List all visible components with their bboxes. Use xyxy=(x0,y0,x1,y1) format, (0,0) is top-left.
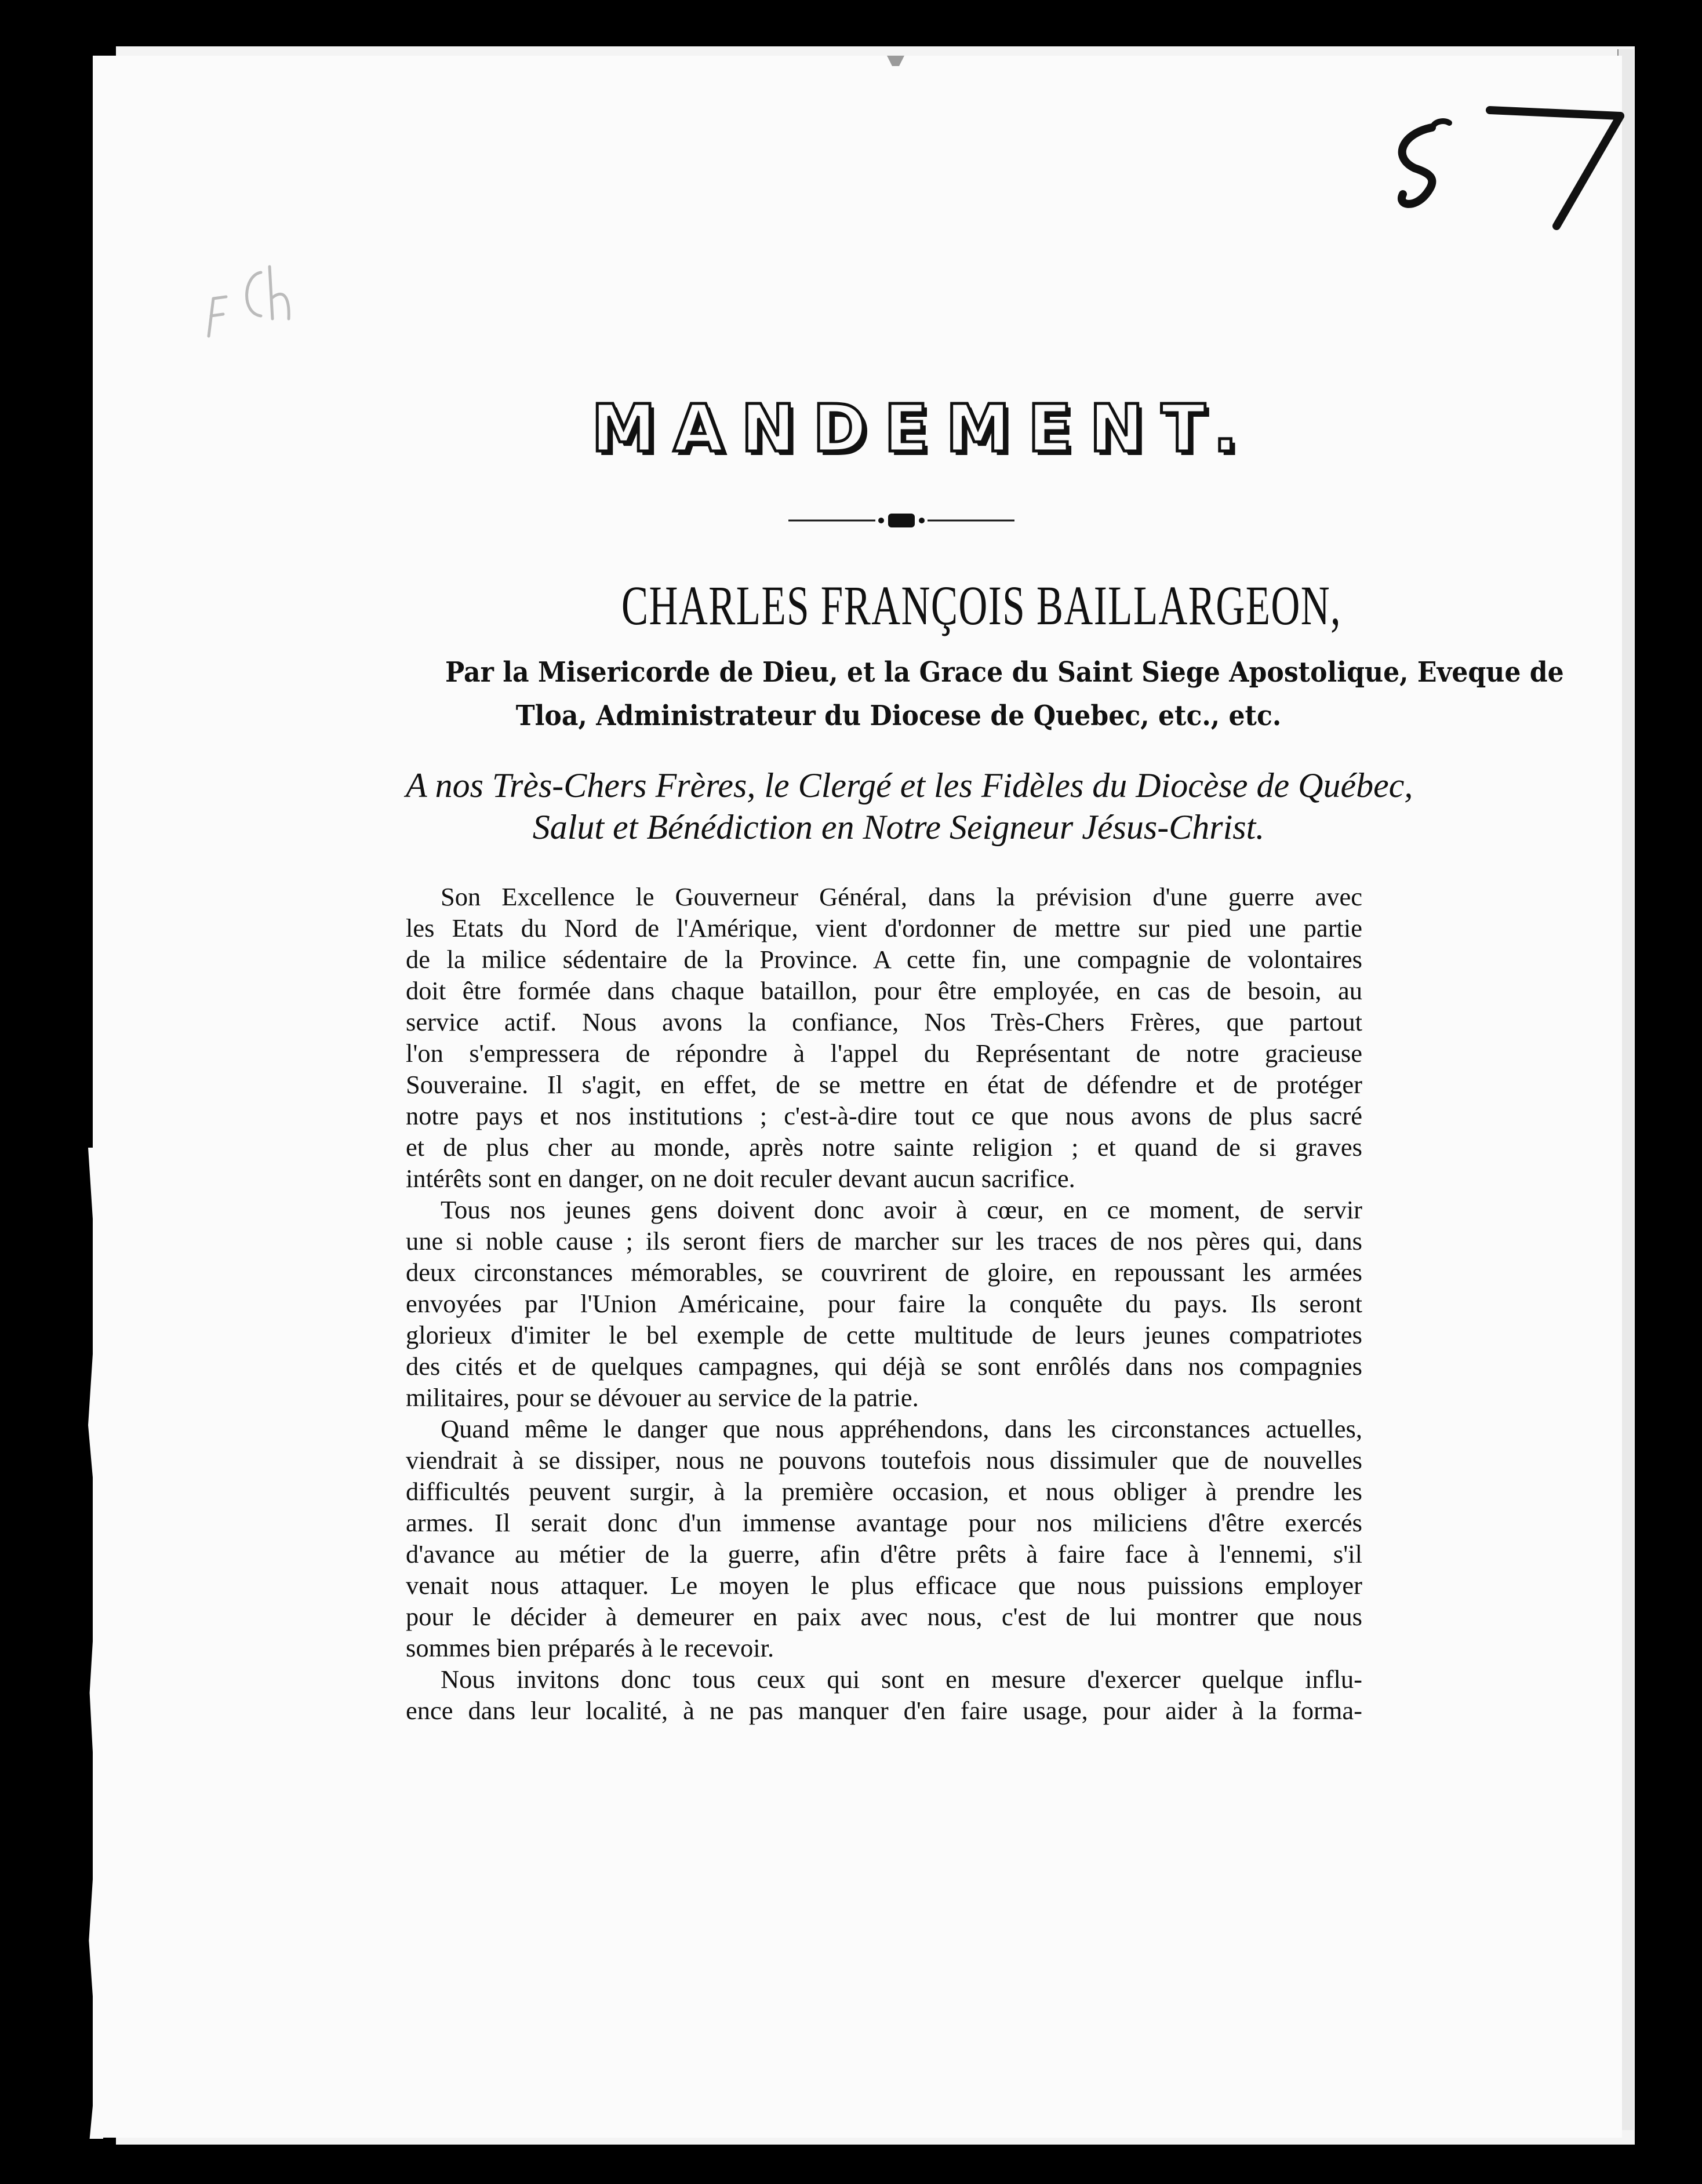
mandement-body xyxy=(406,881,1362,1726)
body-line: armes. Il serait donc d'un immense avantage pour nos miliciens d'être exercés xyxy=(406,1508,1362,1537)
body-line: glorieux d'imiter le bel exemple de cette multitude de leurs jeunes compatriotes xyxy=(406,1320,1362,1349)
body-line: difficultés peuvent surgir, à la première occasion, et nous obliger à prendre les xyxy=(406,1477,1362,1506)
body-line: service actif. Nous avons la confiance, Nos Très-Chers Frères, que partout xyxy=(406,1007,1362,1036)
salutation-line: A nos Très-Chers Frères, le Clergé et les Fidèles du Diocèse de Québec, xyxy=(406,766,1413,805)
body-line: envoyées par l'Union Américaine, pour faire la conquête du pays. Ils seront xyxy=(406,1289,1362,1318)
bishop-style-line: Tloa, Administrateur du Diocese de Quebec, etc., etc. xyxy=(515,700,1282,732)
body-line: Nous invitons donc tous ceux qui sont en mesure d'exercer quelque influ- xyxy=(441,1665,1362,1694)
body-line: viendrait à se dissiper, nous ne pouvons toutefois nous dissimuler que de nouvelles xyxy=(406,1446,1362,1475)
pencil-margin-note xyxy=(197,249,307,354)
ornamental-rule xyxy=(788,510,1014,531)
salutation-line: Salut et Bénédiction en Notre Seigneur Jésus-Christ. xyxy=(532,808,1265,846)
body-line: deux circonstances mémorables, se couvrirent de gloire, en repoussant les armées xyxy=(406,1258,1362,1287)
body-line: intérêts sont en danger, on ne doit reculer devant aucun sacrifice. xyxy=(406,1164,1075,1193)
body-line: ence dans leur localité, à ne pas manquer d'en faire usage, pour aider à la forma- xyxy=(406,1696,1362,1725)
body-line: les Etats du Nord de l'Amérique, vient d'ordonner de mettre sur pied une partie xyxy=(406,913,1362,942)
document-title: MANDEMENT. xyxy=(591,391,1255,467)
body-line: militaires, pour se dévouer au service de la patrie. xyxy=(406,1383,919,1412)
body-line: une si noble cause ; ils seront fiers de marcher sur les traces de nos pères qui, dans xyxy=(406,1226,1362,1255)
body-line: Tous nos jeunes gens doivent donc avoir à cœur, en ce moment, de servir xyxy=(441,1195,1362,1224)
body-line: l'on s'empressera de répondre à l'appel du Représentant de notre gracieuse xyxy=(406,1039,1362,1068)
body-line: pour le décider à demeurer en paix avec nous, c'est de lui montrer que nous xyxy=(406,1602,1362,1631)
body-line: doit être formée dans chaque bataillon, pour être employée, en cas de besoin, au xyxy=(406,976,1362,1005)
bishop-style-line: Par la Misericorde de Dieu, et la Grace du Saint Siege Apostolique, Eveque de xyxy=(445,656,1564,689)
body-line: et de plus cher au monde, après notre sainte religion ; et quand de si graves xyxy=(406,1133,1362,1162)
body-line: notre pays et nos institutions ; c'est-à-dire tout ce que nous avons de plus sacré xyxy=(406,1101,1362,1130)
body-line: Quand même le danger que nous appréhendons, dans les circonstances actuelles, xyxy=(441,1414,1362,1443)
body-line: Souveraine. Il s'agit, en effet, de se mettre en état de défendre et de protéger xyxy=(406,1070,1362,1099)
body-line: Son Excellence le Gouverneur Général, dans la prévision d'une guerre avec xyxy=(441,882,1362,911)
handwritten-page-number xyxy=(1391,93,1635,243)
body-line: d'avance au métier de la guerre, afin d'être prêts à faire face à l'ennemi, s'il xyxy=(406,1539,1362,1568)
body-line: de la milice sédentaire de la Province. A cette fin, une compagnie de volontaires xyxy=(406,945,1362,974)
bishop-name: CHARLES FRANÇOIS BAILLARGEON, xyxy=(621,574,1341,636)
document-title-block xyxy=(591,391,1255,467)
body-line: des cités et de quelques campagnes, qui déjà se sont enrôlés dans nos compagnies xyxy=(406,1352,1362,1381)
body-line: venait nous attaquer. Le moyen le plus efficace que nous puissions employer xyxy=(406,1571,1362,1600)
body-line: sommes bien préparés à le recevoir. xyxy=(406,1633,774,1662)
